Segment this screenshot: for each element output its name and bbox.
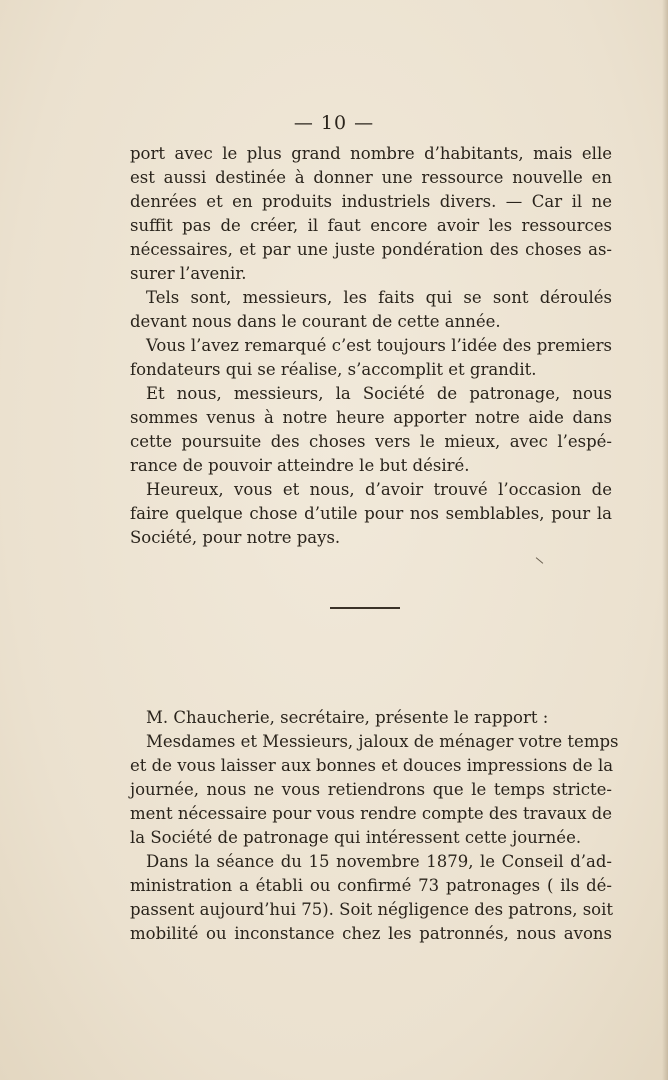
text-line: Mesdames et Messieurs, jaloux de ménager votre temps (146, 732, 619, 751)
text-line: cette poursuite des choses vers le mieux, avec l’espé- (130, 432, 612, 451)
text-line: rance de pouvoir atteindre le but désiré. (130, 456, 470, 475)
text-line: ment nécessaire pour vous rendre compte des travaux de (130, 804, 612, 823)
page-number: — 10 — (293, 112, 375, 134)
text-line: Dans la séance du 15 novembre 1879, le Conseil d’ad- (146, 852, 612, 871)
text-line: Société, pour notre pays. (130, 528, 341, 547)
text-line: est aussi destinée à donner une ressource nouvelle en (130, 168, 612, 187)
ink-speck (536, 557, 544, 564)
text-line: Heureux, vous et nous, d’avoir trouvé l’occasion de (146, 480, 612, 499)
text-line: Tels sont, messieurs, les faits qui se sont déroulés (146, 288, 612, 307)
text-line: ministration a établi ou confirmé 73 patronages ( ils dé- (130, 876, 612, 895)
page-edge-shadow (662, 0, 668, 1080)
section-divider (330, 607, 400, 609)
text-line: Vous l’avez remarqué c’est toujours l’idée des premiers (146, 336, 612, 355)
text-line: surer l’avenir. (130, 264, 247, 283)
text-line: Et nous, messieurs, la Société de patronage, nous (146, 384, 612, 403)
text-line: port avec le plus grand nombre d’habitants, mais elle (130, 144, 612, 163)
text-line: passent aujourd’hui 75). Soit négligence des patrons, soit (130, 900, 614, 919)
text-line: et de vous laisser aux bonnes et douces impressions de la (130, 756, 614, 775)
text-line: suffit pas de créer, il faut encore avoir les ressources (130, 216, 612, 235)
text-line: denrées et en produits industriels divers. — Car il ne (130, 192, 612, 211)
text-line: M. Chaucherie, secrétaire, présente le rapport : (146, 708, 549, 727)
text-line: devant nous dans le courant de cette année. (130, 312, 501, 331)
text-line: la Société de patronage qui intéressent cette journée. (130, 828, 582, 847)
text-line: journée, nous ne vous retiendrons que le temps stricte- (130, 780, 612, 799)
text-line: sommes venus à notre heure apporter notre aide dans (130, 408, 612, 427)
text-line: fondateurs qui se réalise, s’accomplit et grandit. (130, 360, 537, 379)
text-line: nécessaires, et par une juste pondération des choses as- (130, 240, 612, 259)
text-line: faire quelque chose d’utile pour nos semblables, pour la (130, 504, 612, 523)
text-line: mobilité ou inconstance chez les patronnés, nous avons (130, 924, 612, 943)
